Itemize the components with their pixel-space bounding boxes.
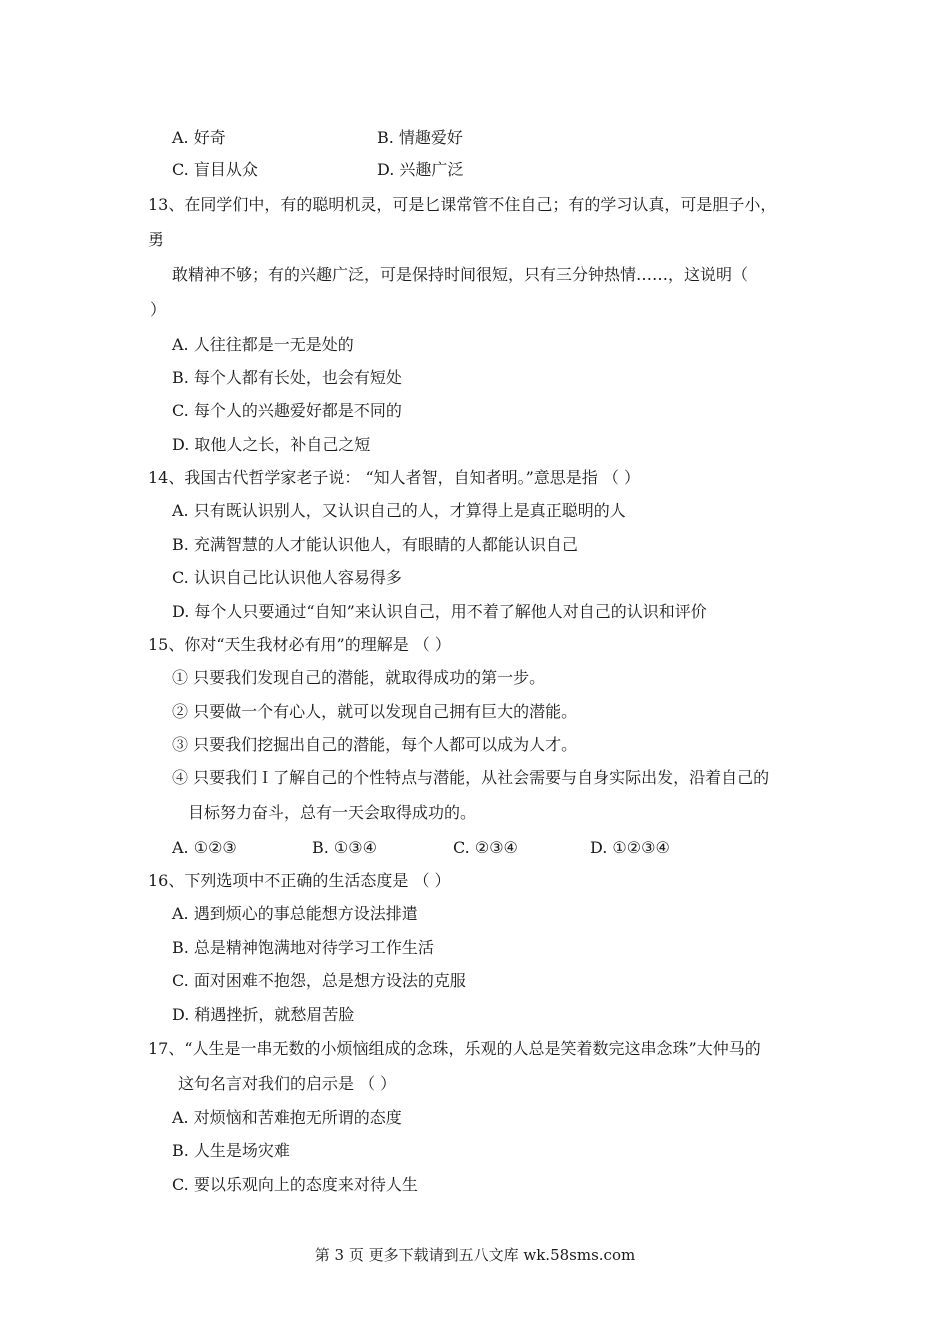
q15-option-d: D. ①②③④: [590, 838, 670, 857]
q16-stem: 16、下列选项中不正确的生活态度是 （ ）: [148, 871, 451, 890]
q14-option-d: D. 每个人只要通过“自知”来认识自己，用不着了解他人对自己的认识和评价: [172, 602, 707, 621]
q15-statement-3: ③ 只要我们挖掘出自己的潜能，每个人都可以成为人才。: [172, 735, 578, 754]
q14-option-c: C. 认识自己比认识他人容易得多: [172, 568, 402, 587]
q16-option-b: B. 总是精神饱满地对待学习工作生活: [172, 938, 434, 957]
q17-option-b: B. 人生是场灾难: [172, 1141, 290, 1160]
q13-option-d: D. 取他人之长，补自己之短: [172, 435, 371, 454]
q13-stem-line2: 勇: [148, 230, 165, 249]
q12-option-a: A. 好奇: [172, 128, 226, 147]
q12-option-d: D. 兴趣广泛: [377, 160, 464, 179]
q13-option-b: B. 每个人都有长处，也会有短处: [172, 368, 402, 387]
q14-option-a: A. 只有既认识别人，又认识自己的人，才算得上是真正聪明的人: [172, 501, 626, 520]
q17-stem-line1: 17、“人生是一串无数的小烦恼组成的念珠，乐观的人总是笑着数完这串念珠”大仲马的: [148, 1039, 761, 1058]
q17-stem-line2: 这句名言对我们的启示是 （ ）: [178, 1074, 397, 1093]
q15-statement-2: ② 只要做一个有心人，就可以发现自己拥有巨大的潜能。: [172, 702, 578, 721]
q15-statement-1: ① 只要我们发现自己的潜能，就取得成功的第一步。: [172, 668, 546, 687]
q13-stem-line1: 13、在同学们中，有的聪明机灵，可是匕课常管不住自己；有的学习认真，可是胆子小，: [148, 195, 777, 214]
q13-option-c: C. 每个人的兴趣爱好都是不同的: [172, 401, 402, 420]
q15-statement-4-line1: ④ 只要我们Ｉ了解自己的个性特点与潜能，从社会需要与自身实际出发，沿着自己的: [172, 768, 770, 787]
q15-option-a: A. ①②③: [172, 838, 237, 857]
q17-option-a: A. 对烦恼和苦难抱无所谓的态度: [172, 1108, 402, 1127]
q12-option-b: B. 情趣爱好: [377, 128, 463, 147]
q13-stem-line4: ）: [150, 300, 167, 319]
q16-option-d: D. 稍遇挫折，就愁眉苦脸: [172, 1005, 355, 1024]
q15-option-c: C. ②③④: [453, 838, 518, 857]
q13-stem-line3: 敢精神不够；有的兴趣广泛，可是保持时间很短，只有三分钟热情……，这说明（: [172, 265, 749, 284]
q14-stem: 14、我国古代哲学家老子说： “知人者智，自知者明。”意思是指 （ ）: [148, 468, 640, 487]
q15-stem: 15、你对“天生我材必有用”的理解是 （ ）: [148, 635, 451, 654]
q12-option-c: C. 盲目从众: [172, 160, 258, 179]
q13-option-a: A. 人往往都是一无是处的: [172, 335, 354, 354]
page-footer: 第 3 页 更多下载请到五八文库 wk.58sms.com: [314, 1246, 636, 1264]
q15-option-b: B. ①③④: [312, 838, 377, 857]
q17-option-c: C. 要以乐观向上的态度来对待人生: [172, 1175, 418, 1194]
q16-option-c: C. 面对困难不抱怨，总是想方设法的克服: [172, 971, 466, 990]
q16-option-a: A. 遇到烦心的事总能想方设法排遣: [172, 904, 418, 923]
q14-option-b: B. 充满智慧的人才能认识他人，有眼睛的人都能认识自己: [172, 535, 578, 554]
q15-statement-4-line2: 目标努力奋斗，总有一天会取得成功的。: [188, 803, 477, 822]
